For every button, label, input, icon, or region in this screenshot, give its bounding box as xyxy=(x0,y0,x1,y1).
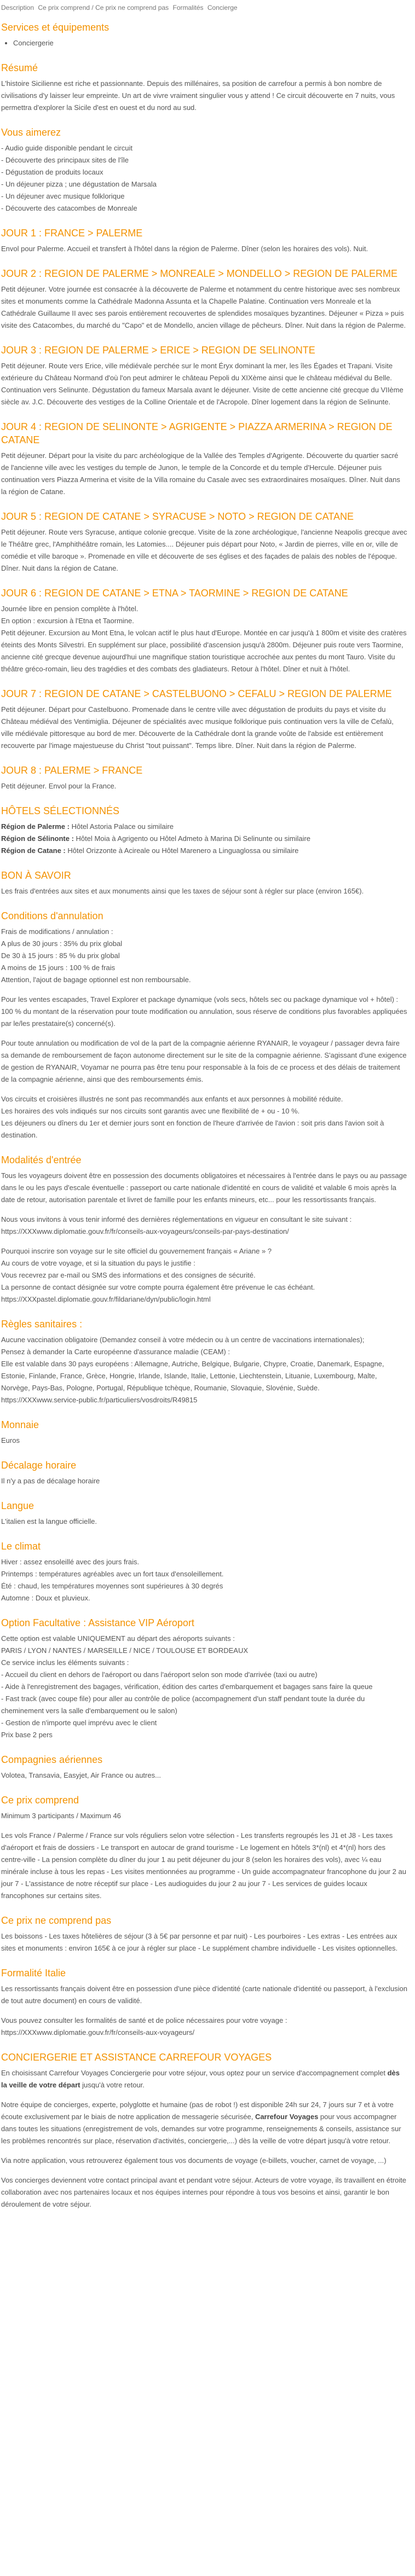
modalites-info xyxy=(1,1214,407,1238)
conditions-ryanair: Pour toute annulation ou modification de vol de la part de la compagnie aérienne RYANAIR, le voyageur / passager devra faire sa demande de remboursement de façon autonome directement sur le site de la compagnie aérienne. S'agissant d'une exigence de gestion de RYANAIR, Voyamar ne pourra pas être tenu pour responsable à la fois de ce process et des délais de traitement de la compagnie aérienne, ainsi que des remboursements émis. xyxy=(1,1039,407,1083)
conditions-fee-line: A moins de 15 jours : 100 % de frais xyxy=(1,964,116,972)
tab-description[interactable]: Description xyxy=(1,4,34,11)
climat-line: Été : chaud, les températures moyennes sont supérieures à 30 degrés xyxy=(1,1582,223,1590)
day-1-text: Envol pour Palerme. Accueil et transfert à l'hôtel dans la région de Palerme. Dîner (selon les horaires des vols). Nuit. xyxy=(1,245,368,253)
sanitaires-title: Règles sanitaires : xyxy=(1,1319,83,1330)
day-4-text: Petit déjeuner. Départ pour la visite du parc archéologique de la Vallée des Temples d'Agrigente. Découverte du quartier sacré de l'ancienne ville avec les vestiges du temple de Junon, le temple de la Concorde et du temple d'Hercule. Déjeuner puis continuation vers Piazza Armerina et visite de la Villa romaine du Casale avec ses extraordinaires mosaïques. Dîner. Nuit dans la région de Catane. xyxy=(1,451,400,496)
conditions-note: Les déjeuners ou dîners du 1er et dernier jours sont en fonction de l'heure d'arrivée de l'avion : soit pris dans l'avion soit à destination. xyxy=(1,1119,384,1139)
bon-a-savoir-title: BON À SAVOIR xyxy=(1,870,71,881)
hotels-title: HÔTELS SÉLECTIONNÉS xyxy=(1,805,120,816)
resume-title: Résumé xyxy=(1,62,38,73)
hotel-row xyxy=(1,833,407,845)
tab-prix[interactable]: Ce prix comprend / Ce prix ne comprend pas xyxy=(38,4,169,11)
services-list xyxy=(1,37,407,49)
day-6-intro: Journée libre en pension complète à l'hôtel. xyxy=(1,605,139,613)
comprend-minmax: Minimum 3 participants / Maximum 46 xyxy=(1,1812,121,1820)
hotels-list xyxy=(1,821,407,857)
aimerez-item: - Découverte des catacombes de Monreale xyxy=(1,204,137,212)
day-3-title: JOUR 3 : REGION DE PALERME > ERICE > REGION DE SELINONTE xyxy=(1,345,315,356)
conciergerie-intro-bold: dès la veille de votre départ xyxy=(1,2069,400,2089)
diplomatie-link[interactable]: https://XXXwww.diplomatie.gouv.fr/fr/conseils-aux-voyageurs/conseils-par-pays-destination/ xyxy=(1,1227,289,1235)
comprend-title: Ce prix comprend xyxy=(1,1795,79,1806)
ne-comprend-text: Les boissons - Les taxes hôtelières de séjour (3 à 5€ par personne et par nuit) - Les pourboires - Les extras - Les entrées aux sites et monuments : environ 165€ à ce jour à régler sur place - Le supplément chambre individuelle - Les visites optionnelles. xyxy=(1,1932,398,1952)
conciergerie-team-a: Notre équipe de concierges, experte, polyglotte et humaine (pas de robot !) est disponible 24h sur 24, 7 jours sur 7 et à votre écoute exclusivement par le biais de notre application de messagerie sécurisée, xyxy=(1,2101,394,2121)
bon-a-savoir-text: Les frais d'entrées aux sites et aux monuments ainsi que les taxes de séjour sont à régler sur place (environ 165€). xyxy=(1,887,364,895)
hotel-name: Hôtel Moia à Agrigento ou Hôtel Admeto à Marina Di Selinunte ou similaire xyxy=(73,834,311,843)
conciergerie-team-bold: Carrefour Voyages xyxy=(255,2113,319,2121)
day-7-title: JOUR 7 : REGION DE CATANE > CASTELBUONO > CEFALU > REGION DE PALERME xyxy=(1,688,392,699)
comprend-text: Les vols France / Palerme / France sur vols réguliers selon votre sélection - Les transferts regroupés les J1 et J8 - Les taxes d'aéroport et frais de dossiers - Le transport en autocar de grand tourisme - Le logement en hôtels 3*(nl) et 4*(nl) hors des centre-ville - La pension complète du dîner du jour 1 au petit déjeuner du jour 8 (selon les horaires des vols), avec ¼ eau minérale incluse à tous les repas - Les visites mentionnées au programme - Un guide accompagnateur francophone du jour 2 au jour 7 - L'assistance de notre réceptif sur place - Les audioguides du jour 2 au jour 7 - Les services de guides locaux francophones sur certains sites. xyxy=(1,1831,406,1900)
services-title: Services et équipements xyxy=(1,22,109,33)
ariane-link[interactable]: https://XXXpastel.diplomatie.gouv.fr/fildariane/dyn/public/login.html xyxy=(1,1295,211,1303)
climat-text xyxy=(1,1556,407,1604)
ariane-line: Au cours de votre voyage, et si la situation du pays le justifie : xyxy=(1,1259,195,1267)
day-8-title: JOUR 8 : PALERME > FRANCE xyxy=(1,765,143,776)
modalites-ariane xyxy=(1,1245,407,1306)
conciergerie-app: Via notre application, vous retrouverez également tous vos documents de voyage (e-billets, voucher, carnet de voyage, ...) xyxy=(1,2156,387,2165)
hotel-region: Région de Sélinonte : xyxy=(1,834,74,843)
day-2-title: JOUR 2 : REGION DE PALERME > MONREALE > MONDELLO > REGION DE PALERME xyxy=(1,268,398,279)
option-line: Prix base 2 pers xyxy=(1,1731,53,1739)
tab-bar xyxy=(1,2,407,13)
hotel-row xyxy=(1,821,407,833)
resume-text: L'histoire Sicilienne est riche et passionnante. Depuis des millénaires, sa position de carrefour a permis à bon nombre de civilisations d'y laisser leur empreinte. Un art de vivre vraiment singulier vous y attend ! Ce circuit découverte en 7 nuits, vous permettra d'explorer la Sicile d'est en ouest et du nord au sud. xyxy=(1,79,395,112)
day-6-option: En option : excursion à l'Etna et Taormine. xyxy=(1,617,134,625)
aimerez-list xyxy=(1,142,407,214)
hotel-region: Région de Palerme : xyxy=(1,822,70,831)
conditions-notes xyxy=(1,1093,407,1141)
formalite-consult-text: Vous pouvez consulter les formalités de santé et de police nécessaires pour votre voyage : xyxy=(1,2016,287,2024)
formalite-consult xyxy=(1,2015,407,2039)
conditions-fee-line: Attention, l'ajout de bagage optionnel est non remboursable. xyxy=(1,976,191,984)
conditions-escapades: Pour les ventes escapades, Travel Explorer et package dynamique (vols secs, hôtels sec ou package dynamique vol + hôtel) : 100 % du montant de la réservation pour toute modification ou annulation, sous réserve de conditions plus favorables appliquées par le/les prestataire(s) concerné(s). xyxy=(1,995,407,1028)
ariane-line: La personne de contact désignée sur votre compte pourra également être prévenue le cas échéant. xyxy=(1,1283,315,1291)
option-line: - Gestion de n'importe quel imprévu avec le client xyxy=(1,1719,157,1727)
option-line: - Accueil du client en dehors de l'aéroport ou dans l'aéroport selon son mode d'arrivée (taxi ou autre) xyxy=(1,1670,318,1679)
compagnies-title: Compagnies aériennes xyxy=(1,1754,103,1765)
service-public-link[interactable]: https://XXXwww.service-public.fr/particuliers/vosdroits/R49815 xyxy=(1,1396,198,1404)
ariane-line: Pourquoi inscrire son voyage sur le site officiel du gouvernement français « Ariane » ? xyxy=(1,1247,272,1255)
conditions-title: Conditions d'annulation xyxy=(1,910,103,921)
langue-text: L'italien est la langue officielle. xyxy=(1,1517,97,1525)
day-6-text: Petit déjeuner. Excursion au Mont Etna, le volcan actif le plus haut d'Europe. Montée en car jusqu'à 1 800m et visite des cratères éteints des Monts Silvestri. En supplément sur place, possibilité d'ascension jusqu'à 2800m. Déjeuner puis route vers Taormine, ancienne cité grecque devenue aujourd'hui une magnifique station touristique accrochée aux pentes du mont Tauro. Visite du théâtre gréco-romain, lieu des tragédies et des combats des gladiateurs. Retour à l'hôtel. Dîner et nuit à l'hôtel. xyxy=(1,629,407,673)
option-line: PARIS / LYON / NANTES / MARSEILLE / NICE / TOULOUSE ET BORDEAUX xyxy=(1,1646,249,1655)
option-line: Ce service inclus les éléments suivants : xyxy=(1,1658,129,1667)
modalites-title: Modalités d'entrée xyxy=(1,1154,82,1165)
day-5-text: Petit déjeuner. Route vers Syracuse, antique colonie grecque. Visite de la zone archéologique, l'ancienne Neapolis grecque avec le Théâtre grec, l'Amphithéâtre romain, les Latomies.... Déjeuner puis départ pour Noto, « Jardin de pierres, ville en or, ville de comédie et ville baroque ». Promenade en ville et découverte de ses églises et des façades de palais des nobles de l'époque. Dîner. Nuit dans la région de Catane. xyxy=(1,528,407,572)
aimerez-item: - Audio guide disponible pendant le circuit xyxy=(1,144,132,152)
conditions-note: Vos circuits et croisières illustrés ne sont pas recommandés aux enfants et aux personnes à mobilité réduite. xyxy=(1,1095,343,1103)
hotel-name: Hôtel Orizzonte à Acireale ou Hôtel Marenero a Linguaglossa ou similaire xyxy=(65,846,299,855)
formalite-link[interactable]: https://XXXwww.diplomatie.gouv.fr/fr/conseils-aux-voyageurs/ xyxy=(1,2028,195,2037)
tab-formalites[interactable]: Formalités xyxy=(172,4,204,11)
aimerez-title: Vous aimerez xyxy=(1,127,61,138)
climat-line: Printemps : températures agréables avec un fort taux d'ensoleillement. xyxy=(1,1570,224,1578)
conditions-note: Les horaires des vols indiqués sur nos circuits sont garantis avec une flexibilité de + ou - 10 %. xyxy=(1,1107,300,1115)
day-4-title: JOUR 4 : REGION DE SELINONTE > AGRIGENTE > PIAZZA ARMERINA > REGION DE CATANE xyxy=(1,421,393,445)
day-6-title: JOUR 6 : REGION DE CATANE > ETNA > TAORMINE > REGION DE CATANE xyxy=(1,588,348,599)
day-3-text: Petit déjeuner. Route vers Erice, ville médiévale perchée sur le mont Éryx dominant la mer, les îles Égades et Trapani. Visite extérieure du Château Normand d'où l'on peut admirer le château Pepoli du XIXème ainsi que le château médiéval du Belle. Continuation vers Selinunte. Dégustation du fameux Marsala avant le déjeuner. Visite de cette ancienne cité grecque du VIIème siècle av. J.C. Découverte des vestiges de la Colline Orientale et de l'Acropole. Dîner logement dans la région de Selinunte. xyxy=(1,362,404,406)
compagnies-text: Volotea, Transavia, Easyjet, Air France ou autres... xyxy=(1,1771,161,1779)
sanitaires-line: Aucune vaccination obligatoire (Demandez conseil à votre médecin ou à un centre de vaccinations internationales); xyxy=(1,1336,365,1344)
conciergerie-contact: Vos concierges deviennent votre contact principal avant et pendant votre séjour. Acteurs de votre voyage, ils travaillent en étroite collaboration avec nos partenaires locaux et nos équipes internes pour répondre à tous vos besoins et ainsi, garantir le bon déroulement de votre séjour. xyxy=(1,2176,406,2208)
day-7-text: Petit déjeuner. Départ pour Castelbuono. Promenade dans le centre ville avec dégustation de produits du pays et visite du Château médiéval des Ventimiglia. Déjeuner de spécialités avec musique folklorique puis continuation vers la ville de Cefalù, ville médiévale pittoresque au bord de mer. Découverte de la Cathédrale dont la grande voûte de l'abside est entièrement recouverte par l'image majestueuse du Christ "tout puissant". Temps libre. Dîner. Nuit dans la région de Palerme. xyxy=(1,705,394,750)
sanitaires-text xyxy=(1,1334,407,1406)
conciergerie-title: CONCIERGERIE ET ASSISTANCE CARREFOUR VOYAGES xyxy=(1,2052,272,2063)
modalites-info-text: Nous vous invitons à vous tenir informé des dernières réglementations en vigueur en consultant le site suivant : xyxy=(1,1215,352,1223)
climat-line: Automne : Doux et pluvieux. xyxy=(1,1594,90,1602)
option-vip-text xyxy=(1,1633,407,1741)
hotel-name: Hôtel Astoria Palace ou similaire xyxy=(69,822,174,831)
climat-title: Le climat xyxy=(1,1541,41,1552)
conciergerie-team-c: pour vous accompagner dans toutes les situations (enregistrement de vols, demandes sur votre programme, renseignements & conseils, assistance sur les problèmes rencontrés sur place, réservation d'activités, conciergerie,...) dès la veille de votre départ jusqu'à votre retour. xyxy=(1,2113,401,2145)
tab-concierge[interactable]: Concierge xyxy=(207,4,238,11)
aimerez-item: - Découverte des principaux sites de l'île xyxy=(1,156,129,164)
option-line: - Fast track (avec coupe file) pour aller au contrôle de police (accompagnement d'un staff pendant toute la durée du cheminement vers la salle d'embarquement ou le salon) xyxy=(1,1695,365,1715)
aimerez-item: - Un déjeuner avec musique folklorique xyxy=(1,192,125,200)
hotel-region: Région de Catane : xyxy=(1,846,66,855)
conciergerie-intro-c: jusqu'à votre retour. xyxy=(80,2081,145,2089)
decalage-title: Décalage horaire xyxy=(1,1460,77,1471)
aimerez-item: - Dégustation de produits locaux xyxy=(1,168,103,176)
langue-title: Langue xyxy=(1,1500,34,1511)
conciergerie-intro-a: En choisissant Carrefour Voyages Conciergerie pour votre séjour, vous optez pour un service d'accompagnement complet xyxy=(1,2069,388,2077)
option-line: Cette option est valable UNIQUEMENT au départ des aéroports suivants : xyxy=(1,1634,235,1643)
aimerez-item: - Un déjeuner pizza ; une dégustation de Marsala xyxy=(1,180,157,188)
day-1-title: JOUR 1 : FRANCE > PALERME xyxy=(1,228,143,239)
hotel-row xyxy=(1,845,407,857)
ariane-line: Vous recevrez par e-mail ou SMS des informations et des consignes de sécurité. xyxy=(1,1271,256,1279)
day-5-title: JOUR 5 : REGION DE CATANE > SYRACUSE > NOTO > REGION DE CATANE xyxy=(1,511,354,522)
conditions-fee-line: De 30 à 15 jours : 85 % du prix global xyxy=(1,952,120,960)
conditions-fee-line: A plus de 30 jours : 35% du prix global xyxy=(1,939,123,948)
day-2-text: Petit déjeuner. Votre journée est consacrée à la découverte de Palerme et notamment du centre historique avec ses nombreux sites et monuments comme la Cathédrale Madonna Assunta et la Chapelle Palatine. Continuation vers Monreale et la Cathédrale Guillaume II avec ses parois entièrement recouvertes de splendides mosaïques byzantines. Déjeuner « Pizza » puis visite des Catacombes, du marché du "Capo" et de Mondello, ancien village de pêcheurs. Dîner. Nuit dans la région de Palerme. xyxy=(1,285,406,329)
modalites-documents: Tous les voyageurs doivent être en possession des documents obligatoires et nécessaires à l'entrée dans le pays ou au passage dans le ou les pays d'escale éventuelle : passeport ou carte nationale d'identité en cours de validité et valable 6 mois après la date de retour, autorisation parentale et livret de famille pour les enfants mineurs, etc... pour les ressortissants français. xyxy=(1,1171,407,1204)
day-8-text: Petit déjeuner. Envol pour la France. xyxy=(1,782,117,790)
monnaie-title: Monnaie xyxy=(1,1419,39,1430)
sanitaires-line: Elle est valable dans 30 pays européens : Allemagne, Autriche, Belgique, Bulgarie, Chypre, Croatie, Danemark, Espagne, Estonie, Finlande, France, Grèce, Hongrie, Irlande, Islande, Italie, Lettonie, Liechtenstein, Lituanie, Luxembourg, Malte, Norvège, Pays-Bas, Pologne, Portugal, République tchèque, Roumanie, Slovaquie, Slovénie, Suède. xyxy=(1,1360,384,1392)
conciergerie-intro xyxy=(1,2067,407,2091)
conciergerie-team xyxy=(1,2099,407,2147)
sanitaires-line: Pensez à demander la Carte européenne d'assurance maladie (CEAM) : xyxy=(1,1348,230,1356)
day-6-block xyxy=(1,603,407,675)
decalage-text: Il n'y a pas de décalage horaire xyxy=(1,1477,100,1485)
monnaie-text: Euros xyxy=(1,1436,20,1444)
conditions-fees xyxy=(1,926,407,986)
option-line: - Aide à l'enregistrement des bagages, vérification, édition des cartes d'embarquement et bagages sans faire la queue xyxy=(1,1682,373,1691)
formalite-title: Formalité Italie xyxy=(1,1968,66,1979)
formalite-identity: Les ressortissants français doivent être en possession d'une pièce d'identité (carte nationale d'identité ou passeport, à l'exclusion de tout autre document) en cours de validité. xyxy=(1,1985,407,2005)
conditions-fee-line: Frais de modifications / annulation : xyxy=(1,927,113,936)
ne-comprend-title: Ce prix ne comprend pas xyxy=(1,1915,112,1926)
climat-line: Hiver : assez ensoleillé avec des jours frais. xyxy=(1,1558,140,1566)
services-item: • Conciergerie xyxy=(13,37,407,49)
option-vip-title: Option Facultative : Assistance VIP Aéroport xyxy=(1,1617,194,1628)
